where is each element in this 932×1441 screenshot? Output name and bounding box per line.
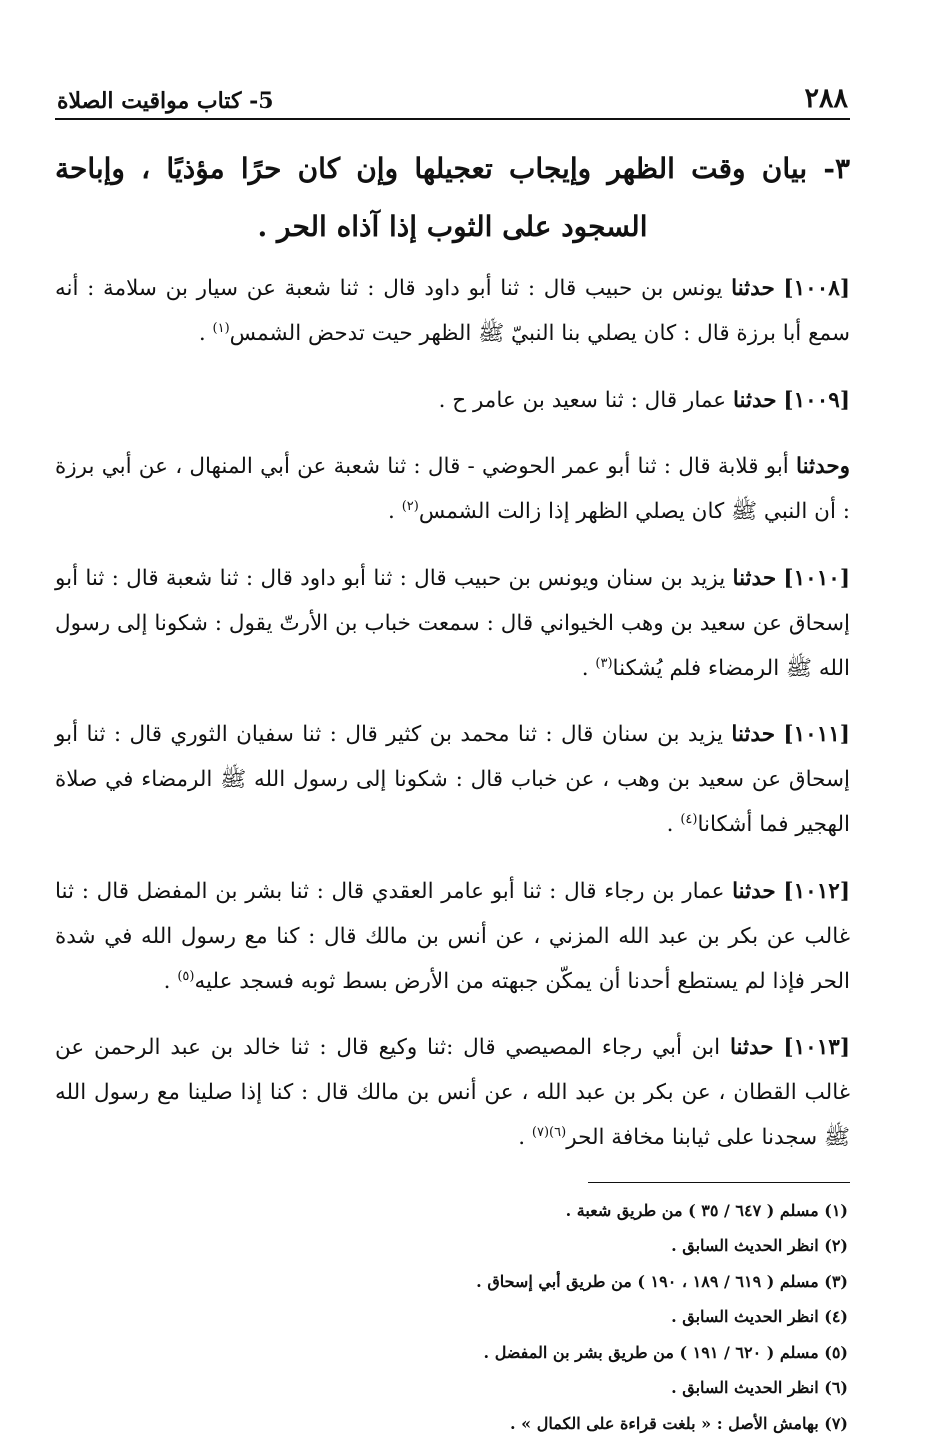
- hadith-end: .: [582, 656, 589, 681]
- footnote-6: (٦) انظر الحديث السابق .: [55, 1370, 848, 1406]
- hadith-lead: حدثنا: [733, 566, 777, 591]
- hadith-1012: [55, 869, 850, 1004]
- footnote-3: (٣) مسلم ( ٦١٩ / ١٨٩ ، ١٩٠ ) من طريق أبي إسحاق .: [55, 1264, 848, 1300]
- hadith-number: [١٠١٢]: [783, 879, 850, 904]
- footnote-separator: [588, 1182, 850, 1183]
- chapter-heading: ٣- بيان وقت الظهر وإيجاب تعجيلها وإن كان حرًا مؤذيًا ، وإباحة السجود على الثوب إذا آذاه الحر .: [55, 140, 850, 256]
- hadith-number: [١٠١٠]: [783, 566, 850, 591]
- hadith-number: [١٠١١]: [783, 722, 850, 747]
- hadith-lead: وحدثنا: [796, 454, 850, 479]
- hadith-end: .: [388, 499, 395, 524]
- footnote-4: (٤) انظر الحديث السابق .: [55, 1299, 848, 1335]
- hadith-end: .: [518, 1125, 525, 1150]
- hadith-text: يونس بن حبيب قال : ثنا أبو داود قال : ثنا شعبة عن سيار بن سلامة : أنه سمع أبا برزة قال : كان يصلي بنا النبيّ ﷺ الظهر حيت تدحض الشمس: [55, 276, 850, 346]
- footnote-7: (٧) بهامش الأصل : « بلغت قراءة على الكمال » .: [55, 1406, 848, 1441]
- hadith-lead: حدثنا: [730, 1035, 774, 1060]
- page-header: [55, 70, 850, 120]
- footnote-2: (٢) انظر الحديث السابق .: [55, 1228, 848, 1264]
- page-number: ٢٨٨: [804, 83, 848, 114]
- footnote-5: (٥) مسلم ( ٦٢٠ / ١٩١ ) من طريق بشر بن المفضل .: [55, 1335, 848, 1371]
- footnote-ref: (٤): [680, 812, 697, 827]
- hadith-end: .: [199, 321, 206, 346]
- footnote-ref: (٥): [177, 968, 194, 983]
- hadith-lead: حدثنا: [733, 388, 777, 413]
- hadith-1010: [55, 556, 850, 691]
- hadith-1011: [55, 712, 850, 847]
- hadith-lead: حدثنا: [731, 276, 775, 301]
- hadith-1013: [55, 1025, 850, 1160]
- footnote-ref: (١): [213, 321, 230, 336]
- hadith-1009-b: [55, 444, 850, 534]
- hadith-text: عمار قال : ثنا سعيد بن عامر ح .: [439, 388, 727, 413]
- footnotes: [55, 1193, 850, 1441]
- hadith-number: [١٠١٣]: [783, 1035, 850, 1060]
- hadith-text: يزيد بن سنان ويونس بن حبيب قال : ثنا أبو داود قال : ثنا شعبة قال : ثنا أبو إسحاق عن سعيد بن وهب الخيواني قال : سمعت خباب بن الأرتّ يقول : شكونا إلى رسول الله ﷺ الرمضاء فلم يُشكنا: [55, 566, 850, 681]
- hadith-text: ابن أبي رجاء المصيصي قال :ثنا وكيع قال : ثنا خالد بن عبد الرحمن عن غالب القطان ، عن بكر بن عبد الله ، عن أنس بن مالك قال : كنا إذا صلينا مع رسول الله ﷺ سجدنا على ثيابنا مخافة الحر: [55, 1035, 850, 1150]
- book-page: [55, 70, 850, 1441]
- hadith-text: يزيد بن سنان قال : ثنا محمد بن كثير قال : ثنا سفيان الثوري قال : ثنا أبو إسحاق عن سعيد بن وهب ، عن خباب قال : شكونا إلى رسول الله ﷺ الرمضاء في صلاة الهجير فما أشكانا: [55, 722, 850, 837]
- hadith-list: [55, 266, 850, 1160]
- hadith-lead: حدثنا: [731, 722, 775, 747]
- hadith-number: [١٠٠٩]: [783, 388, 850, 413]
- hadith-text: عمار بن رجاء قال : ثنا أبو عامر العقدي قال : ثنا بشر بن المفضل قال : ثنا غالب عن بكر بن عبد الله المزني ، عن أنس بن مالك قال : كنا مع رسول الله في شدة الحر فإذا لم يستطع أحدنا أن يمكّن جبهته من الأرض بسط ثوبه فسجد عليه: [55, 879, 850, 994]
- footnote-ref: (٢): [402, 499, 419, 514]
- hadith-lead: حدثنا: [732, 879, 776, 904]
- hadith-1009: [55, 378, 850, 423]
- hadith-1008: [55, 266, 850, 356]
- hadith-end: .: [667, 812, 674, 837]
- footnote-1: (١) مسلم ( ٦٤٧ / ٣٥ ) من طريق شعبة .: [55, 1193, 848, 1229]
- footnote-ref: (٦)(٧): [532, 1125, 566, 1140]
- running-title: 5- كتاب مواقيت الصلاة: [57, 88, 274, 114]
- hadith-end: .: [164, 969, 171, 994]
- hadith-text: أبو قلابة قال : ثنا أبو عمر الحوضي - قال : ثنا شعبة عن أبي المنهال ، عن أبي برزة : أن النبي ﷺ كان يصلي الظهر إذا زالت الشمس: [55, 454, 850, 524]
- footnote-ref: (٣): [595, 655, 612, 670]
- hadith-number: [١٠٠٨]: [783, 276, 850, 301]
